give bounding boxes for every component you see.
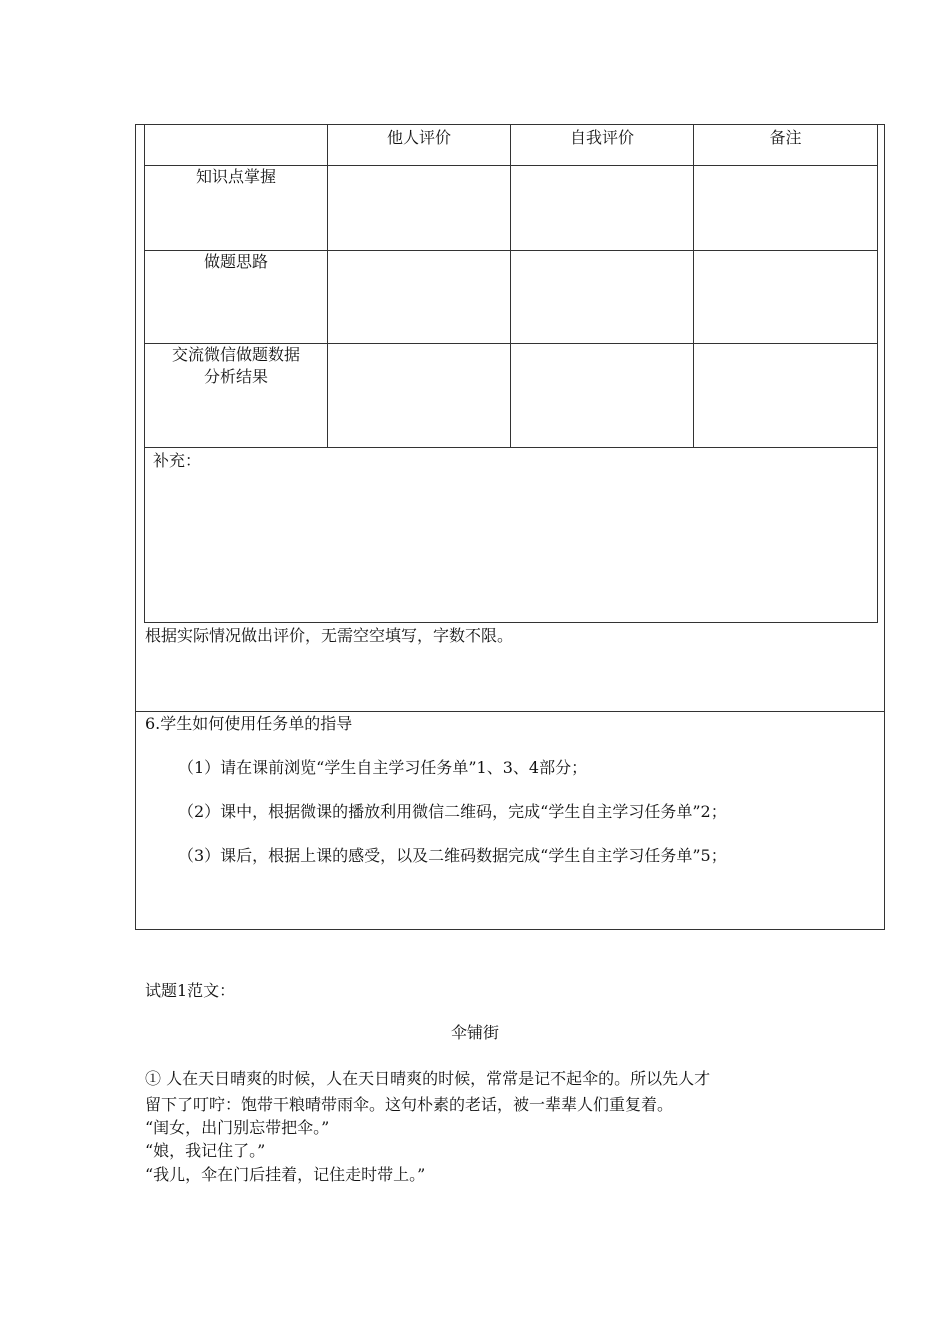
guide-heading: 6.学生如何使用任务单的指导 <box>145 714 353 733</box>
essay-line: “闺女，出门别忘带把伞。” <box>145 1118 330 1137</box>
remarks-cell[interactable] <box>694 251 878 344</box>
peer-evaluation-cell[interactable] <box>328 344 511 448</box>
row-label-wechat-data <box>145 344 328 448</box>
guide-item: （2）课中，根据微课的播放利用微信二维码，完成“学生自主学习任务单”2； <box>178 802 727 821</box>
table-row <box>145 344 878 448</box>
peer-evaluation-cell[interactable] <box>328 166 511 251</box>
evaluation-note: 根据实际情况做出评价，无需空空填写，字数不限。 <box>145 626 514 645</box>
remarks-cell[interactable] <box>694 344 878 448</box>
evaluation-table <box>144 124 878 623</box>
section-divider <box>135 711 885 712</box>
sample-label: 试题1范文： <box>145 981 236 1000</box>
supplement-cell[interactable] <box>145 448 878 623</box>
header-self-evaluation: 自我评价 <box>511 125 694 166</box>
row-label-knowledge <box>145 166 328 251</box>
self-evaluation-cell[interactable] <box>511 251 694 344</box>
header-blank <box>145 125 328 166</box>
table-row <box>145 251 878 344</box>
header-peer-evaluation: 他人评价 <box>328 125 511 166</box>
essay-line: 留下了叮咛：饱带干粮晴带雨伞。这句朴素的老话，被一辈辈人们重复着。 <box>145 1095 674 1114</box>
essay-line: “娘，我记住了。” <box>145 1141 266 1160</box>
guide-item: （3）课后，根据上课的感受，以及二维码数据完成“学生自主学习任务单”5； <box>178 846 727 865</box>
supplement-row <box>145 448 878 623</box>
self-evaluation-cell[interactable] <box>511 344 694 448</box>
row-label-approach <box>145 251 328 344</box>
peer-evaluation-cell[interactable] <box>328 251 511 344</box>
table-row <box>145 166 878 251</box>
header-remarks: 备注 <box>694 125 878 166</box>
row-label-line: 知识点掌握 <box>195 167 276 186</box>
remarks-cell[interactable] <box>694 166 878 251</box>
table-header-row <box>145 125 878 166</box>
guide-item: （1）请在课前浏览“学生自主学习任务单”1、3、4部分； <box>178 758 588 777</box>
self-evaluation-cell[interactable] <box>511 166 694 251</box>
essay-line: “我儿，伞在门后挂着，记住走时带上。” <box>145 1165 426 1184</box>
supplement-label: 补充： <box>153 451 202 470</box>
row-label-line: 做题思路 <box>203 252 268 271</box>
row-label-line: 分析结果 <box>203 367 268 386</box>
essay-title: 伞铺街 <box>450 1023 499 1042</box>
essay-line: ① 人在天日晴爽的时候，人在天日晴爽的时候，常常是记不起伞的。所以先人才 <box>145 1069 711 1088</box>
row-label-line: 交流微信做题数据 <box>171 345 300 364</box>
